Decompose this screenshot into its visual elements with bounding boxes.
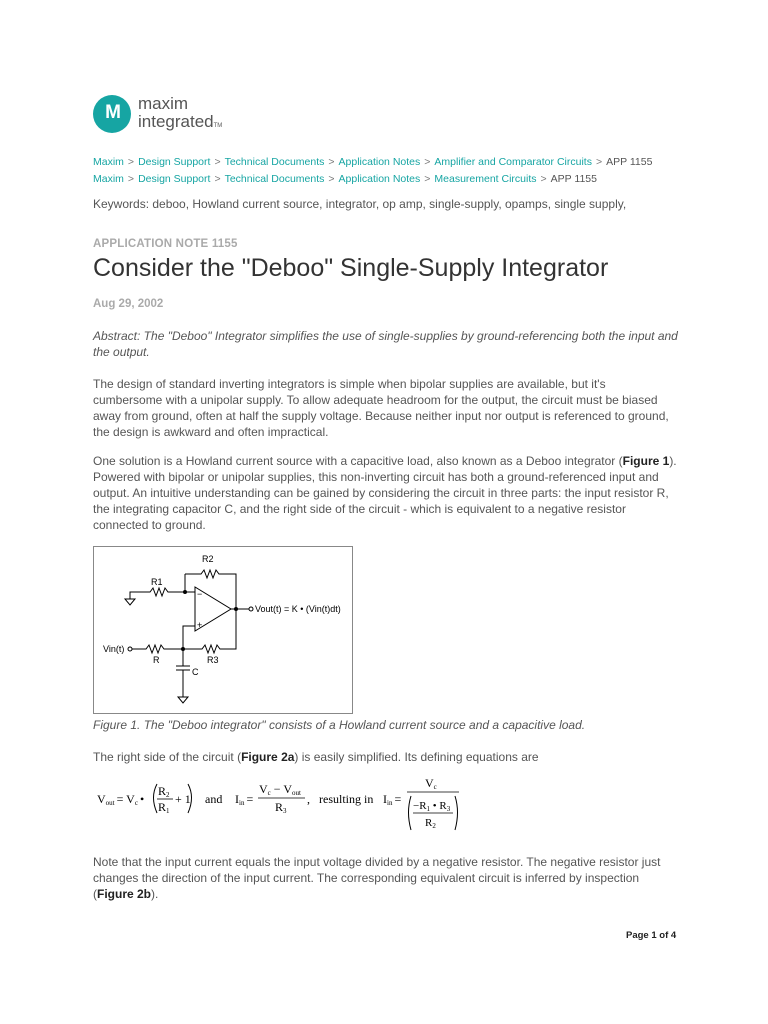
- breadcrumb-separator: >: [214, 156, 221, 168]
- figure-1-circuit: [93, 546, 353, 714]
- maxim-logo-mark: M: [93, 95, 131, 133]
- page-number: Page 1 of 4: [626, 930, 677, 941]
- label-plus: +: [197, 620, 203, 630]
- svg-text:+ 1: + 1: [175, 792, 191, 806]
- svg-text:R2: R2: [425, 817, 436, 830]
- svg-text:Vout= Vc•: Vout = Vc •: [97, 792, 145, 807]
- svg-text:Vc: Vc: [425, 776, 437, 791]
- paragraph-3: The right side of the circuit (Figure 2a) is easily simplified. Its defining equations are: [93, 750, 539, 764]
- label-r1: R1: [151, 577, 163, 587]
- maxim-logo[interactable]: [93, 95, 233, 139]
- breadcrumb-separator: >: [328, 173, 335, 185]
- svg-text:,: ,: [307, 792, 310, 806]
- breadcrumb-separator: >: [127, 173, 135, 185]
- breadcrumb-1: [93, 156, 652, 168]
- svg-text:−R1 • R3: −R1 • R3: [413, 800, 451, 813]
- label-r3: R3: [207, 655, 219, 665]
- breadcrumb-separator: >: [424, 173, 431, 185]
- breadcrumb-separator: >: [127, 156, 135, 168]
- label-r2: R2: [202, 554, 214, 564]
- label-minus: −: [197, 589, 203, 599]
- breadcrumb-link-design-support[interactable]: Design Support: [138, 156, 211, 168]
- abstract: Abstract: The "Deboo" Integrator simplifies the use of single-supplies by ground-referencing both the input and the output.: [93, 329, 678, 359]
- breadcrumb-link-technical-documents[interactable]: Technical Documents: [224, 173, 325, 185]
- maxim-logo-text: maxim integratedTM: [138, 94, 223, 131]
- figure-1-caption: Figure 1. The "Deboo integrator" consists of a Howland current source and a capacitive load.: [93, 718, 586, 732]
- svg-text:R2: R2: [158, 784, 170, 799]
- breadcrumb-link-technical-documents[interactable]: Technical Documents: [224, 156, 325, 168]
- svg-text:resulting in: resulting in: [319, 792, 374, 806]
- label-vout: Vout(t) = K • (Vin(t)dt): [255, 604, 341, 614]
- breadcrumb-link-application-notes[interactable]: Application Notes: [338, 173, 421, 185]
- svg-text:Iin=: Iin =: [383, 792, 402, 807]
- breadcrumb-link-design-support[interactable]: Design Support: [138, 173, 211, 185]
- figure-1-reference: Figure 1: [622, 454, 670, 468]
- paragraph-2: One solution is a Howland current source with a capacitive load, also known as a Deboo integrator (Figure 1). Powered with bipolar or unipolar supplies, this non-inverting circuit has both a ground-referenced input and output. An intuitive understanding can be gained by considering the circuit in three parts: the input resistor R, the integrating capacitor C, and the right side of the circuit - which is equivalent to a negative resistor connected to ground.: [93, 454, 677, 532]
- keywords: Keywords: deboo, Howland current source, integrator, op amp, single-supply, opamps, single supply,: [93, 197, 627, 211]
- paragraph-1: The design of standard inverting integrators is simple when bipolar supplies are available, but it's cumbersome with a unipolar supply. To allow adequate headroom for the output, the circuit must be biased away from ground, often at half the supply voltage. Because neither input nor output is referenced to ground, the design is awkward and often impractical.: [93, 377, 669, 439]
- paragraph-4: Note that the input current equals the input voltage divided by a negative resistor. The negative resistor just changes the direction of the input current. The corresponding equivalent circuit is inferred by inspection (Figure 2b).: [93, 855, 661, 901]
- breadcrumb-separator: >: [540, 173, 547, 185]
- figure-2a-reference: Figure 2a: [241, 750, 295, 764]
- breadcrumb-separator: >: [328, 156, 335, 168]
- publish-date: Aug 29, 2002: [93, 298, 164, 310]
- figure-2b-reference: Figure 2b: [97, 887, 152, 901]
- app-note-label: APPLICATION NOTE 1155: [93, 238, 238, 250]
- label-vin: Vin(t): [103, 644, 125, 654]
- svg-text:Vc − Vout: Vc − Vout: [259, 782, 301, 797]
- breadcrumb-link-measurement-circuits[interactable]: Measurement Circuits: [434, 173, 537, 185]
- label-r: R: [153, 655, 160, 665]
- label-c: C: [192, 667, 199, 677]
- breadcrumb-current: APP 1155: [550, 173, 597, 185]
- breadcrumb-separator: >: [595, 156, 603, 168]
- breadcrumb-link-maxim[interactable]: Maxim: [93, 173, 124, 185]
- page-title: Consider the "Deboo" Single-Supply Integrator: [93, 254, 609, 282]
- breadcrumb-separator: >: [424, 156, 431, 168]
- breadcrumb-link-amplifier-comparator[interactable]: Amplifier and Comparator Circuits: [434, 156, 592, 168]
- breadcrumb-current: APP 1155: [606, 156, 653, 168]
- defining-equations: [95, 775, 495, 837]
- breadcrumb-link-application-notes[interactable]: Application Notes: [338, 156, 421, 168]
- breadcrumb-link-maxim[interactable]: Maxim: [93, 156, 124, 168]
- breadcrumb-separator: >: [214, 173, 221, 185]
- svg-text:R3: R3: [275, 800, 287, 815]
- svg-text:and: and: [205, 792, 223, 806]
- breadcrumb-2: [93, 173, 597, 185]
- svg-text:Iin=: Iin =: [235, 792, 254, 807]
- svg-text:R1: R1: [158, 800, 170, 815]
